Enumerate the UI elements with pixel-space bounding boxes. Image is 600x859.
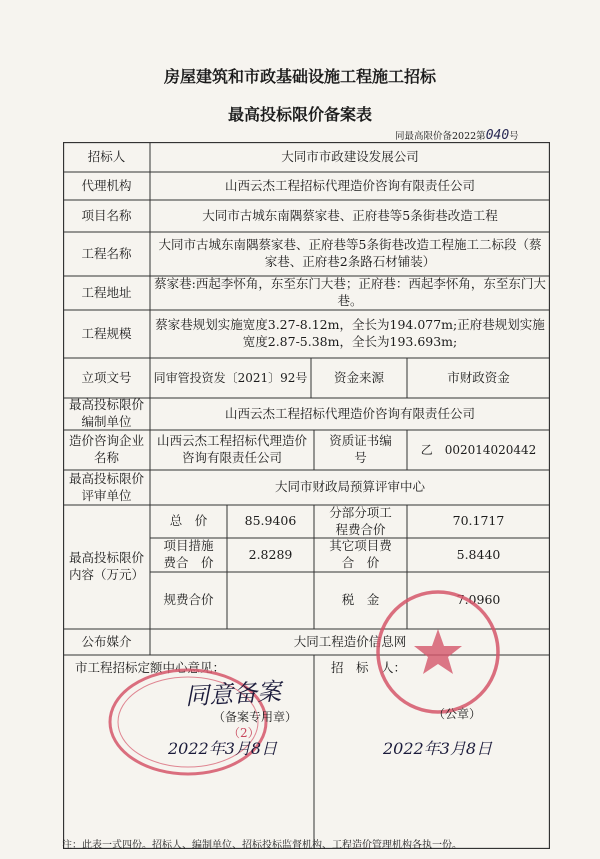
date-right-handwritten: 2022年3月8日 [383,739,493,758]
address-label: 工程地址 [81,284,132,300]
agency-label: 代理机构 [81,177,132,193]
subitem-label: 分部分项工程费合价 [329,504,392,537]
tax-value: 7.0960 [456,592,501,608]
consultant-label: 造价咨询企业名称 [68,433,144,465]
total-label: 总 价 [169,513,208,529]
serial-handwritten: 040 [485,128,510,143]
price-block-label: 最高投标限价内容（万元） [69,550,145,582]
page-title-line2: 最高投标限价备案表 [227,105,372,124]
serial-prefix: 同最高限价备2022第 [395,131,486,142]
scale-value: 蔡家巷规划实施宽度3.27-8.12m，全长为194.077m;正府巷规划实施宽度2.87-5.38m，全长为193.693m; [155,317,545,349]
fees-label: 规费合价 [163,592,214,608]
media-label: 公布媒介 [81,633,132,649]
record-table [63,142,550,849]
fees-value [227,572,314,629]
scale-label: 工程规模 [81,325,132,341]
review-value: 大同市财政局预算评审中心 [274,479,425,495]
work-name-label: 工程名称 [81,245,132,261]
tax-label: 税 金 [341,592,380,608]
date-left-handwritten: 2022年3月8日 [168,739,278,758]
other-label: 其它项目费合 价 [329,538,392,570]
other-value: 5.8440 [456,546,501,562]
compiler-label: 最高投标限价编制单位 [68,397,144,429]
total-value: 85.9406 [244,513,297,529]
official-seal-caption: （公章） [433,707,482,721]
fund-source-value: 市财政资金 [447,369,510,385]
media-value: 大同工程造价信息网 [293,633,407,649]
serial-suffix: 号 [509,131,519,142]
compiler-value: 山西云杰工程招标代理造价咨询有限责任公司 [224,405,475,421]
address-value: 蔡家巷:西起李怀角，东至东门大巷；正府巷：西起李怀角，东至东门大巷。 [154,276,546,308]
filing-seal-caption: （备案专用章） [213,710,298,724]
consultant-value: 山西云杰工程招标代理造价咨询有限责任公司 [156,433,307,465]
approval-value: 同审管投资发〔2021〕92号 [153,370,308,385]
footnote: 注：此表一式四份。招标人、编制单位、招标投标监督机构、工程造价管理机构各执一份。 [62,840,462,851]
project-name-label: 项目名称 [81,207,132,223]
review-label: 最高投标限价评审单位 [68,470,144,503]
tenderer-sign-label: 招 标 人： [331,660,407,675]
cert-label: 资质证书编 号 [329,433,417,465]
measures-value: 2.8289 [248,546,293,562]
approval-label: 立项文号 [81,369,132,385]
cert-value: 乙 002014020442 [420,442,537,457]
project-name-value: 大同市古城东南隅蔡家巷、正府巷等5条街巷改造工程 [202,207,498,223]
measures-label: 项目措施费合 价 [163,538,214,570]
subitem-value: 70.1717 [452,513,505,529]
tenderer-value: 大同市市政建设发展公司 [281,148,419,164]
fund-source-label: 资金来源 [333,369,384,385]
agency-value: 山西云杰工程招标代理造价咨询有限责任公司 [224,177,475,193]
filing-seal-number: （2） [228,726,260,740]
handwritten-opinion: 同意备案 [184,677,282,711]
serial-number [395,128,519,143]
center-opinion-label: 市工程招标定额中心意见： [75,660,226,675]
work-name-value: 大同市古城东南隅蔡家巷、正府巷等5条街巷改造工程施工二标段（蔡家巷、正府巷2条路石材铺装） [158,237,542,269]
official-seal-stamp [373,587,503,717]
tenderer-label: 招标人 [87,148,126,164]
page-title-line1: 房屋建筑和市政基础设施工程施工招标 [163,67,436,86]
